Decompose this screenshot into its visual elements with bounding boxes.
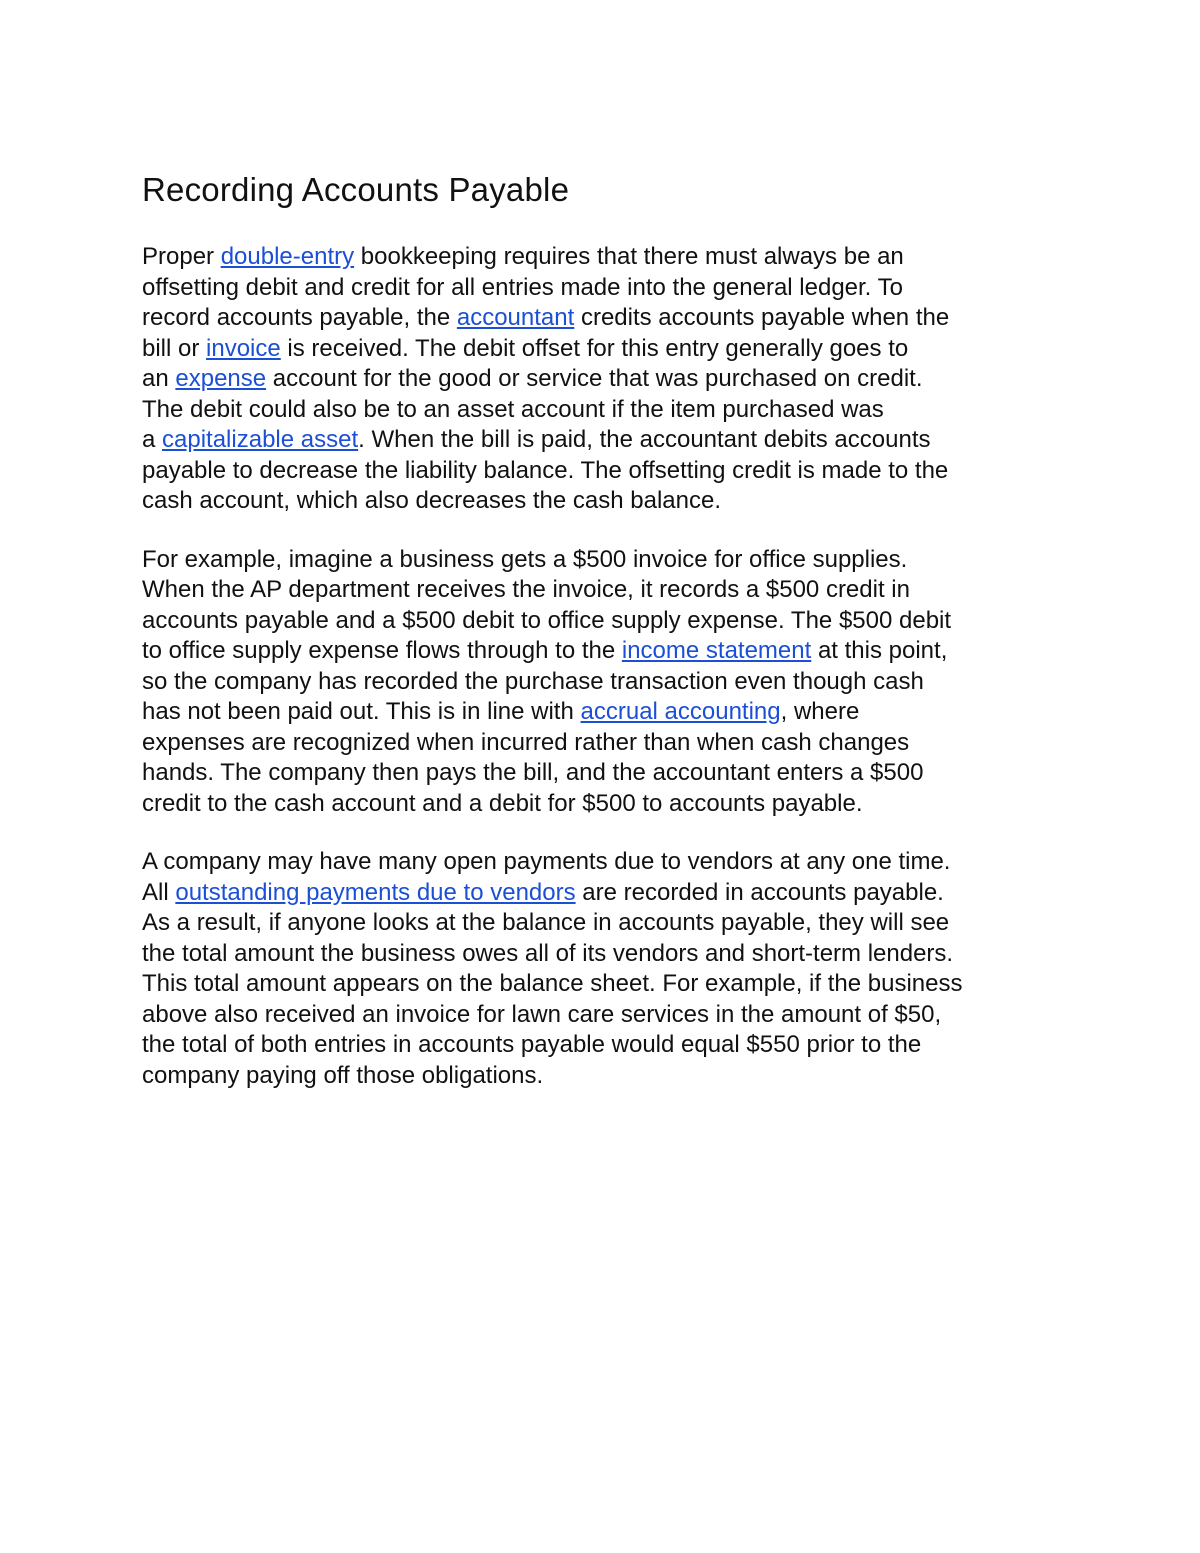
text-run: payable to decrease the liability balance. The offsetting credit is made to the [142, 456, 949, 484]
text-run: account for the good or service that was purchased on credit. [266, 365, 923, 392]
inline-link[interactable]: expense [175, 365, 267, 392]
text-line [142, 456, 1062, 487]
text-line [142, 758, 1062, 789]
text-run: a [142, 426, 163, 453]
text-line [142, 697, 1062, 728]
text-line [142, 789, 1062, 820]
text-line [142, 606, 1062, 637]
text-run: an [142, 365, 176, 392]
body-paragraph [142, 847, 1062, 1091]
inline-link[interactable]: accountant [456, 304, 575, 331]
text-run: credit to the cash account and a debit for $500 to accounts payable. [142, 789, 863, 817]
text-line [142, 486, 1062, 517]
inline-link[interactable]: accrual accounting [580, 698, 781, 725]
text-run: As a result, if anyone looks at the balance in accounts payable, they will see [142, 909, 950, 936]
text-line [142, 939, 1062, 970]
text-line [142, 847, 1062, 878]
text-line [142, 395, 1062, 426]
text-run: is received. The debit offset for this entry generally goes to [280, 334, 909, 362]
text-run: above also received an invoice for lawn care services in the amount of $50, [142, 1000, 942, 1028]
text-line [142, 636, 1062, 667]
text-line [142, 545, 1062, 576]
text-line [142, 1030, 1062, 1061]
text-run: offsetting debit and credit for all entries made into the general ledger. To [142, 273, 903, 301]
text-line [142, 303, 1062, 334]
text-run: Proper [142, 243, 221, 270]
text-run: cash account, which also decreases the cash balance. [142, 487, 722, 514]
body-paragraph [142, 545, 1062, 820]
text-run: accounts payable and a $500 debit to office supply expense. The $500 debit [142, 606, 952, 634]
text-run: This total amount appears on the balance sheet. For example, if the business [142, 970, 963, 997]
text-line [142, 667, 1062, 698]
text-line [142, 969, 1062, 1000]
text-line [142, 1000, 1062, 1031]
text-line [142, 273, 1062, 304]
inline-link[interactable]: outstanding payments due to vendors [175, 878, 576, 906]
inline-link[interactable]: capitalizable asset [162, 426, 359, 453]
document-page [142, 168, 1062, 1119]
text-run: For example, imagine a business gets a $500 invoice for office supplies. [142, 545, 908, 573]
text-run: at this point, [811, 637, 948, 664]
document-title: Recording Accounts Payable [142, 171, 570, 208]
text-run: credits accounts payable when the [574, 304, 950, 331]
text-run: company paying off those obligations. [142, 1061, 544, 1089]
text-run: are recorded in accounts payable. [575, 878, 944, 906]
text-run: the total of both entries in accounts payable would equal $550 prior to the [142, 1031, 922, 1058]
text-run: bill or [142, 334, 207, 362]
text-line [142, 908, 1062, 939]
text-line [142, 425, 1062, 456]
text-run: expenses are recognized when incurred rather than when cash changes [142, 728, 910, 756]
text-run: to office supply expense flows through to the [142, 637, 622, 664]
text-line [142, 1061, 1062, 1092]
body-paragraph [142, 242, 1062, 517]
text-run: hands. The company then pays the bill, and the accountant enters a $500 [142, 759, 924, 786]
text-run: bookkeeping requires that there must always be an [354, 243, 904, 270]
text-run: has not been paid out. This is in line with [142, 698, 581, 725]
document-body [142, 242, 1062, 1091]
inline-link[interactable]: invoice [206, 334, 281, 362]
text-line [142, 242, 1062, 273]
text-run: The debit could also be to an asset account if the item purchased was [142, 395, 884, 423]
text-run: , where [780, 698, 860, 725]
text-line [142, 575, 1062, 606]
text-line [142, 334, 1062, 365]
text-run: A company may have many open payments due to vendors at any one time. [142, 848, 951, 875]
text-run: When the AP department receives the invoice, it records a $500 credit in [142, 576, 910, 603]
text-line [142, 364, 1062, 395]
text-run: record accounts payable, the [142, 304, 457, 331]
text-line [142, 728, 1062, 759]
text-run: the total amount the business owes all of its vendors and short-term lenders. [142, 939, 954, 967]
text-run: All [142, 878, 176, 906]
text-run: . When the bill is paid, the accountant debits accounts [358, 426, 931, 453]
text-line [142, 878, 1062, 909]
text-run: so the company has recorded the purchase transaction even though cash [142, 667, 924, 695]
inline-link[interactable]: income statement [621, 637, 812, 664]
inline-link[interactable]: double-entry [220, 243, 355, 270]
